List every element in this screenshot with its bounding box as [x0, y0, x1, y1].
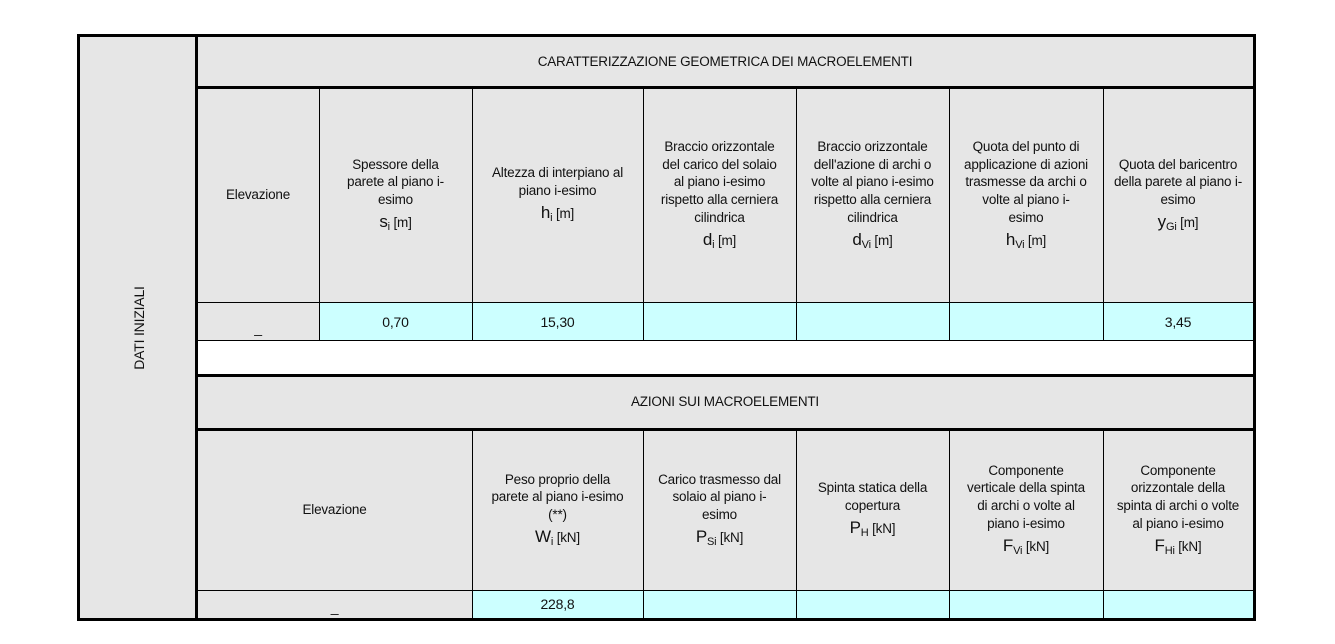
header-line: Quota del baricentro — [1118, 156, 1238, 172]
azioni-value-cell: _ — [197, 591, 472, 618]
header-line: rispetto alla cerniera — [660, 192, 779, 208]
header-line: parete al piano i- — [347, 174, 444, 190]
header-line: copertura — [844, 498, 901, 514]
header-symbol: $h_{Vi}$ [m] — [1005, 229, 1047, 251]
header-line: Braccio orizzontale — [664, 138, 775, 154]
geom-header-cell — [197, 87, 319, 303]
header-line: rispetto alla cerniera — [813, 192, 932, 208]
geom-value-cell: _ — [197, 303, 319, 341]
header-symbol: $s_i$ [m] — [379, 211, 412, 233]
header-line: solaio al piano i- — [672, 489, 767, 505]
geom-value-cell — [643, 303, 796, 341]
header-symbol: $P_{Si}$ [kN] — [695, 526, 744, 548]
azioni-section-title: AZIONI SUI MACROELEMENTI — [197, 375, 1253, 429]
header-line: cilindrica — [694, 209, 745, 225]
section-spacer — [197, 341, 1253, 375]
header-line: volte al piano i-esimo — [811, 174, 934, 190]
header-line: cilindrica — [847, 209, 898, 225]
header-line: Elevazione — [225, 187, 291, 203]
header-symbol: $d_i$ [m] — [702, 229, 737, 251]
header-line: verticale della spinta — [967, 480, 1085, 496]
header-line: volte al piano i- — [982, 192, 1070, 208]
header-line: spinta di archi o volte — [1116, 498, 1240, 514]
geom-value-cell: 0,70 — [319, 303, 472, 341]
geom-header-cell — [643, 87, 796, 303]
header-line: al piano i-esimo — [1132, 516, 1224, 532]
header-symbol: $d_{Vi}$ [m] — [852, 229, 893, 251]
geom-header-cell — [796, 87, 949, 303]
header-line: Componente — [988, 462, 1064, 478]
header-symbol: $F_{Vi}$ [kN] — [1002, 535, 1050, 557]
header-line: al piano i-esimo — [673, 174, 766, 190]
header-line: Elevazione — [302, 502, 367, 518]
azioni-value-cell — [1103, 591, 1253, 618]
geom-value-cell — [796, 303, 949, 341]
azioni-value-cell — [949, 591, 1103, 618]
geom-header-cell — [319, 87, 472, 303]
header-line: esimo — [1160, 192, 1196, 208]
header-line: piano i-esimo — [518, 183, 597, 199]
header-symbol: $h_i$ [m] — [540, 203, 575, 225]
data-sheet — [77, 34, 1256, 621]
header-line: Carico trasmesso dal — [658, 471, 781, 487]
header-line: Spessore della — [352, 156, 439, 172]
azioni-header-cell — [472, 429, 643, 591]
azioni-header-cell — [796, 429, 949, 591]
header-line: Quota del punto di — [972, 138, 1080, 154]
header-symbol: $W_i$ [kN] — [535, 526, 580, 548]
side-label: DATI INIZIALI — [130, 285, 147, 370]
geom-header-cell — [472, 87, 643, 303]
azioni-header-cell — [949, 429, 1103, 591]
header-line: (**) — [548, 507, 567, 523]
geom-header-cell — [949, 87, 1103, 303]
header-symbol: $F_{Hi}$ [kN] — [1154, 535, 1202, 557]
header-line: parete al piano i-esimo — [491, 489, 624, 505]
azioni-header-cell — [197, 429, 472, 591]
header-line: Braccio orizzontale — [817, 138, 928, 154]
azioni-header-cell — [1103, 429, 1253, 591]
azioni-value-cell: 228,8 — [472, 591, 643, 618]
header-line: esimo — [701, 507, 737, 523]
header-line: del carico del solaio — [662, 156, 777, 172]
header-line: orizzontale della — [1130, 480, 1226, 496]
header-line: Peso proprio della — [504, 471, 611, 487]
header-line: della parete al piano i- — [1113, 174, 1243, 190]
header-line: trasmesse da archi o — [965, 174, 1087, 190]
header-symbol: $P_H$ [kN] — [849, 518, 896, 540]
geom-value-cell: 15,30 — [472, 303, 643, 341]
header-line: di archi o volte al — [977, 498, 1075, 514]
header-line: esimo — [1008, 209, 1044, 225]
header-line: piano i-esimo — [987, 516, 1065, 532]
header-line: applicazione di azioni — [964, 156, 1088, 172]
azioni-value-cell — [796, 591, 949, 618]
geom-value-cell: 3,45 — [1103, 303, 1253, 341]
header-line: esimo — [377, 192, 413, 208]
geom-header-cell — [1103, 87, 1253, 303]
geom-section-title: CARATTERIZZAZIONE GEOMETRICA DEI MACROELEMENTI — [197, 37, 1253, 87]
header-line: Altezza di interpiano al — [491, 165, 624, 181]
geom-value-cell — [949, 303, 1103, 341]
azioni-header-cell — [643, 429, 796, 591]
header-symbol: $y_{Gi}$ [m] — [1157, 211, 1199, 233]
header-line: dell'azione di archi o — [813, 156, 932, 172]
header-line: Spinta statica della — [817, 480, 928, 496]
header-line: Componente — [1140, 462, 1216, 478]
azioni-value-cell — [643, 591, 796, 618]
